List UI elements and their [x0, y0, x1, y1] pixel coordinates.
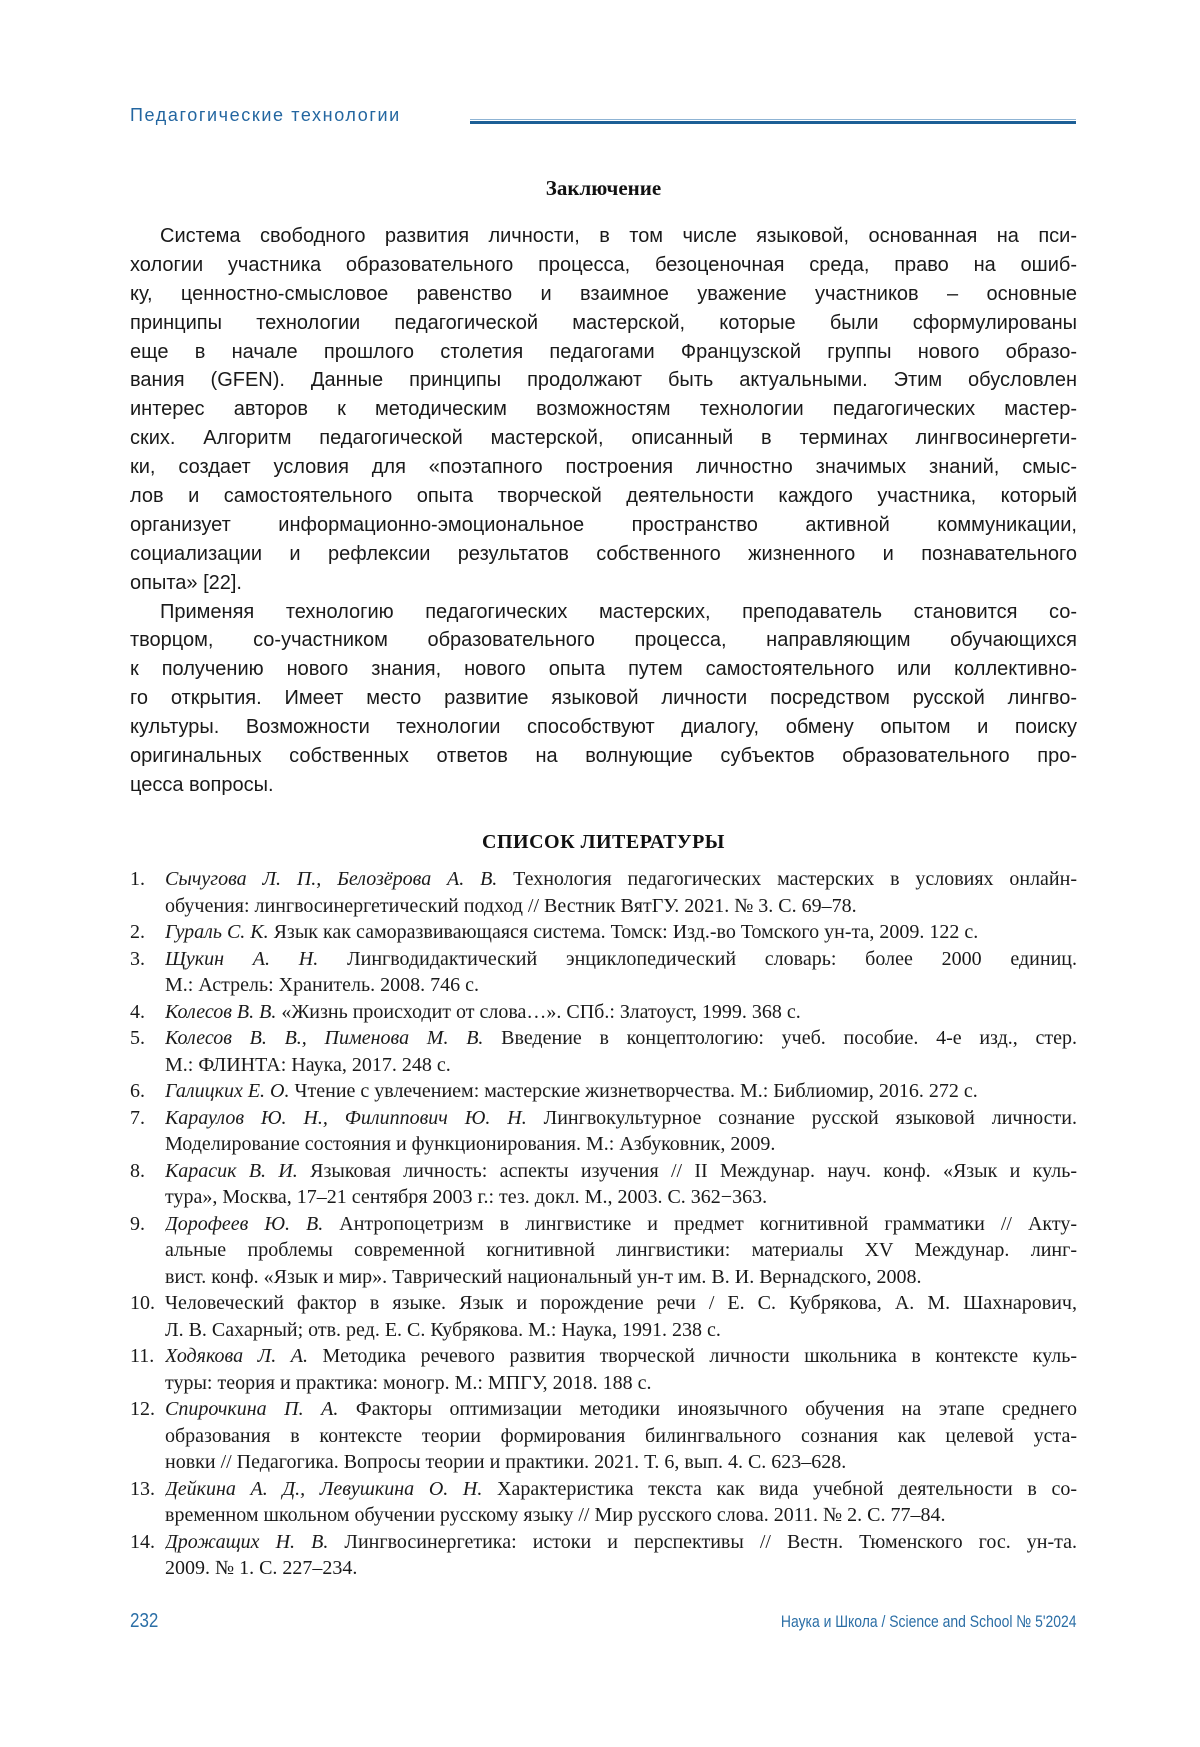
reference-line	[165, 972, 1077, 999]
reference-author: Щукин А. Н.	[165, 948, 318, 970]
paragraph-line: Применяя технологию педагогических мастерских, преподаватель становится со-	[130, 598, 1077, 627]
reference-text: Введение в концептологию: учеб. пособие. 4-е изд., стер.	[501, 1027, 1077, 1049]
reference-text: Лингвокультурное сознание русской языковой личности.	[544, 1107, 1077, 1129]
reference-text: Моделирование состояния и функционирования. М.: Азбуковник, 2009.	[165, 1133, 775, 1155]
reference-item	[130, 1211, 1077, 1291]
reference-line	[165, 1529, 1077, 1556]
reference-line	[165, 1502, 1077, 1529]
reference-author: Гураль С. К.	[165, 921, 269, 943]
reference-author: Карасик В. И.	[165, 1160, 298, 1182]
paragraph-line: хологии участника образовательного процесса, безоценочная среда, право на ошиб-	[130, 251, 1077, 280]
paragraph-line: еще в начале прошлого столетия педагогами Французской группы нового образо-	[130, 338, 1077, 367]
paragraph-line: опыта» [22].	[130, 569, 1077, 598]
reference-number: 5.	[130, 1025, 145, 1052]
reference-number: 10.	[130, 1290, 155, 1317]
paragraph-line: культуры. Возможности технологии способствуют диалогу, обмену опытом и поиску	[130, 713, 1077, 742]
reference-item	[130, 946, 1077, 999]
reference-item	[130, 1476, 1077, 1529]
conclusion-heading: Заключение	[130, 176, 1077, 201]
reference-line	[165, 866, 1077, 893]
reference-number: 3.	[130, 946, 145, 973]
reference-text: Методика речевого развития творческой личности школьника в контексте куль-	[323, 1345, 1077, 1367]
reference-text: альные проблемы современной когнитивной лингвистики: материалы XV Междунар. линг-	[165, 1239, 1077, 1261]
reference-line	[165, 1423, 1077, 1450]
reference-number: 12.	[130, 1396, 155, 1423]
reference-line	[165, 999, 1077, 1026]
reference-line	[165, 1131, 1077, 1158]
references-list	[130, 866, 1077, 1582]
paragraph-line: творцом, со-участником образовательного процесса, направляющим обучающихся	[130, 626, 1077, 655]
reference-item	[130, 1025, 1077, 1078]
reference-author: Дрожащих Н. В.	[165, 1531, 328, 1553]
reference-line	[165, 1158, 1077, 1185]
reference-line	[165, 1343, 1077, 1370]
reference-text: Л. В. Сахарный; отв. ред. Е. С. Кубрякова. М.: Наука, 1991. 238 с.	[165, 1319, 721, 1341]
reference-text: временном школьном обучении русскому языку // Мир русского слова. 2011. № 2. С. 77–84.	[165, 1504, 945, 1526]
reference-line	[165, 1317, 1077, 1344]
reference-item	[130, 919, 1077, 946]
paragraph-line: вания (GFEN). Данные принципы продолжают быть актуальными. Этим обусловлен	[130, 366, 1077, 395]
reference-line	[165, 946, 1077, 973]
reference-author: Колесов В. В., Пименова М. В.	[165, 1027, 483, 1049]
paragraph-line: социализации и рефлексии результатов собственного жизненного и познавательного	[130, 540, 1077, 569]
reference-line	[165, 1555, 1077, 1582]
reference-text: Факторы оптимизации методики иноязычного обучения на этапе среднего	[356, 1398, 1077, 1420]
references-heading: СПИСОК ЛИТЕРАТУРЫ	[130, 831, 1077, 854]
paragraph-line: ки, создает условия для «поэтапного построения личностно значимых знаний, смыс-	[130, 453, 1077, 482]
reference-line	[165, 1476, 1077, 1503]
reference-number: 1.	[130, 866, 145, 893]
reference-line	[165, 1211, 1077, 1238]
paragraph-line: принципы технологии педагогической мастерской, которые были сформулированы	[130, 309, 1077, 338]
reference-author: Колесов В. В.	[165, 1001, 276, 1023]
reference-line	[165, 893, 1077, 920]
reference-line	[165, 919, 1077, 946]
paragraph-line: оригинальных собственных ответов на волнующие субъектов образовательного про-	[130, 742, 1077, 771]
header-rule	[470, 119, 1076, 124]
paragraph-line: ских. Алгоритм педагогической мастерской, описанный в терминах лингвосинергети-	[130, 424, 1077, 453]
reference-author: Караулов Ю. Н., Филиппович Ю. Н.	[165, 1107, 527, 1129]
reference-author: Дейкина А. Д., Левушкина О. Н.	[165, 1478, 482, 1500]
reference-item	[130, 1078, 1077, 1105]
reference-line	[165, 1264, 1077, 1291]
page-number: 232	[130, 1610, 158, 1633]
reference-text: М.: Астрель: Хранитель. 2008. 746 с.	[165, 974, 479, 996]
reference-line	[165, 1290, 1077, 1317]
reference-item	[130, 1290, 1077, 1343]
reference-line	[165, 1025, 1077, 1052]
reference-text: Языковая личность: аспекты изучения // II Междунар. науч. конф. «Язык и куль-	[310, 1160, 1077, 1182]
journal-footer: Наука и Школа / Science and School № 5'2024	[781, 1612, 1077, 1632]
reference-item	[130, 1105, 1077, 1158]
reference-number: 13.	[130, 1476, 155, 1503]
reference-number: 4.	[130, 999, 145, 1026]
conclusion-body	[130, 222, 1077, 800]
reference-item	[130, 1158, 1077, 1211]
reference-text: Чтение с увлечением: мастерские жизнетворчества. М.: Библиомир, 2016. 272 с.	[295, 1080, 978, 1102]
reference-number: 8.	[130, 1158, 145, 1185]
reference-item	[130, 999, 1077, 1026]
reference-number: 6.	[130, 1078, 145, 1105]
reference-number: 11.	[130, 1343, 154, 1370]
reference-text: туры: теория и практика: моногр. М.: МПГУ, 2018. 188 с.	[165, 1372, 651, 1394]
reference-line	[165, 1078, 1077, 1105]
reference-number: 9.	[130, 1211, 145, 1238]
reference-item	[130, 1343, 1077, 1396]
paragraph-line: лов и самостоятельного опыта творческой деятельности каждого участника, который	[130, 482, 1077, 511]
reference-text: тура», Москва, 17–21 сентября 2003 г.: тез. докл. М., 2003. С. 362−363.	[165, 1186, 767, 1208]
reference-line	[165, 1396, 1077, 1423]
reference-author: Ходякова Л. А.	[165, 1345, 308, 1367]
reference-text: образования в контексте теории формирования билингвального сознания как целевой уста-	[165, 1425, 1077, 1447]
reference-text: 2009. № 1. С. 227–234.	[165, 1557, 357, 1579]
reference-item	[130, 1529, 1077, 1582]
reference-text: Характеристика текста как вида учебной деятельности в со-	[497, 1478, 1077, 1500]
reference-text: Лингводидактический энциклопедический словарь: более 2000 единиц.	[347, 948, 1077, 970]
paragraph-line: Система свободного развития личности, в том числе языковой, основанная на пси-	[130, 222, 1077, 251]
reference-text: вист. конф. «Язык и мир». Таврический национальный ун-т им. В. И. Вернадского, 2008.	[165, 1266, 921, 1288]
reference-line	[165, 1449, 1077, 1476]
reference-author: Спирочкина П. А.	[165, 1398, 338, 1420]
reference-author: Дорофеев Ю. В.	[165, 1213, 323, 1235]
reference-line	[165, 1370, 1077, 1397]
reference-number: 14.	[130, 1529, 155, 1556]
paragraph-line: интерес авторов к методическим возможностям технологии педагогических мастер-	[130, 395, 1077, 424]
reference-text: «Жизнь происходит от слова…». СПб.: Златоуст, 1999. 368 с.	[281, 1001, 800, 1023]
reference-line	[165, 1052, 1077, 1079]
paragraph-line: го открытия. Имеет место развитие языковой личности посредством русской лингво-	[130, 684, 1077, 713]
reference-text: Технология педагогических мастерских в условиях онлайн-	[513, 868, 1077, 890]
reference-line	[165, 1237, 1077, 1264]
paragraph-line: к получению нового знания, нового опыта путем самостоятельного или коллективно-	[130, 655, 1077, 684]
paragraph-line: ку, ценностно-смысловое равенство и взаимное уважение участников – основные	[130, 280, 1077, 309]
reference-line	[165, 1184, 1077, 1211]
reference-number: 2.	[130, 919, 145, 946]
reference-author: Галицких Е. О.	[165, 1080, 290, 1102]
reference-text: Антропоцетризм в лингвистике и предмет когнитивной грамматики // Акту-	[339, 1213, 1077, 1235]
running-head-section: Педагогические технологии	[130, 105, 401, 126]
reference-text: Язык как саморазвивающаяся система. Томск: Изд.-во Томского ун-та, 2009. 122 с.	[274, 921, 979, 943]
paragraph-line: организует информационно-эмоциональное пространство активной коммуникации,	[130, 511, 1077, 540]
reference-text: обучения: лингвосинергетический подход // Вестник ВятГУ. 2021. № 3. С. 69–78.	[165, 895, 857, 917]
reference-text: Лингвосинергетика: истоки и перспективы // Вестн. Тюменского гос. ун-та.	[344, 1531, 1077, 1553]
paragraph-line: цесса вопросы.	[130, 771, 1077, 800]
reference-text: новки // Педагогика. Вопросы теории и практики. 2021. Т. 6, вып. 4. С. 623–628.	[165, 1451, 846, 1473]
reference-text: М.: ФЛИНТА: Наука, 2017. 248 с.	[165, 1054, 451, 1076]
reference-number: 7.	[130, 1105, 145, 1132]
reference-author: Сычугова Л. П., Белозёрова А. В.	[165, 868, 497, 890]
reference-line	[165, 1105, 1077, 1132]
reference-text: Человеческий фактор в языке. Язык и порождение речи / Е. С. Кубрякова, А. М. Шахнарович,	[165, 1292, 1077, 1314]
reference-item	[130, 1396, 1077, 1476]
reference-item	[130, 866, 1077, 919]
